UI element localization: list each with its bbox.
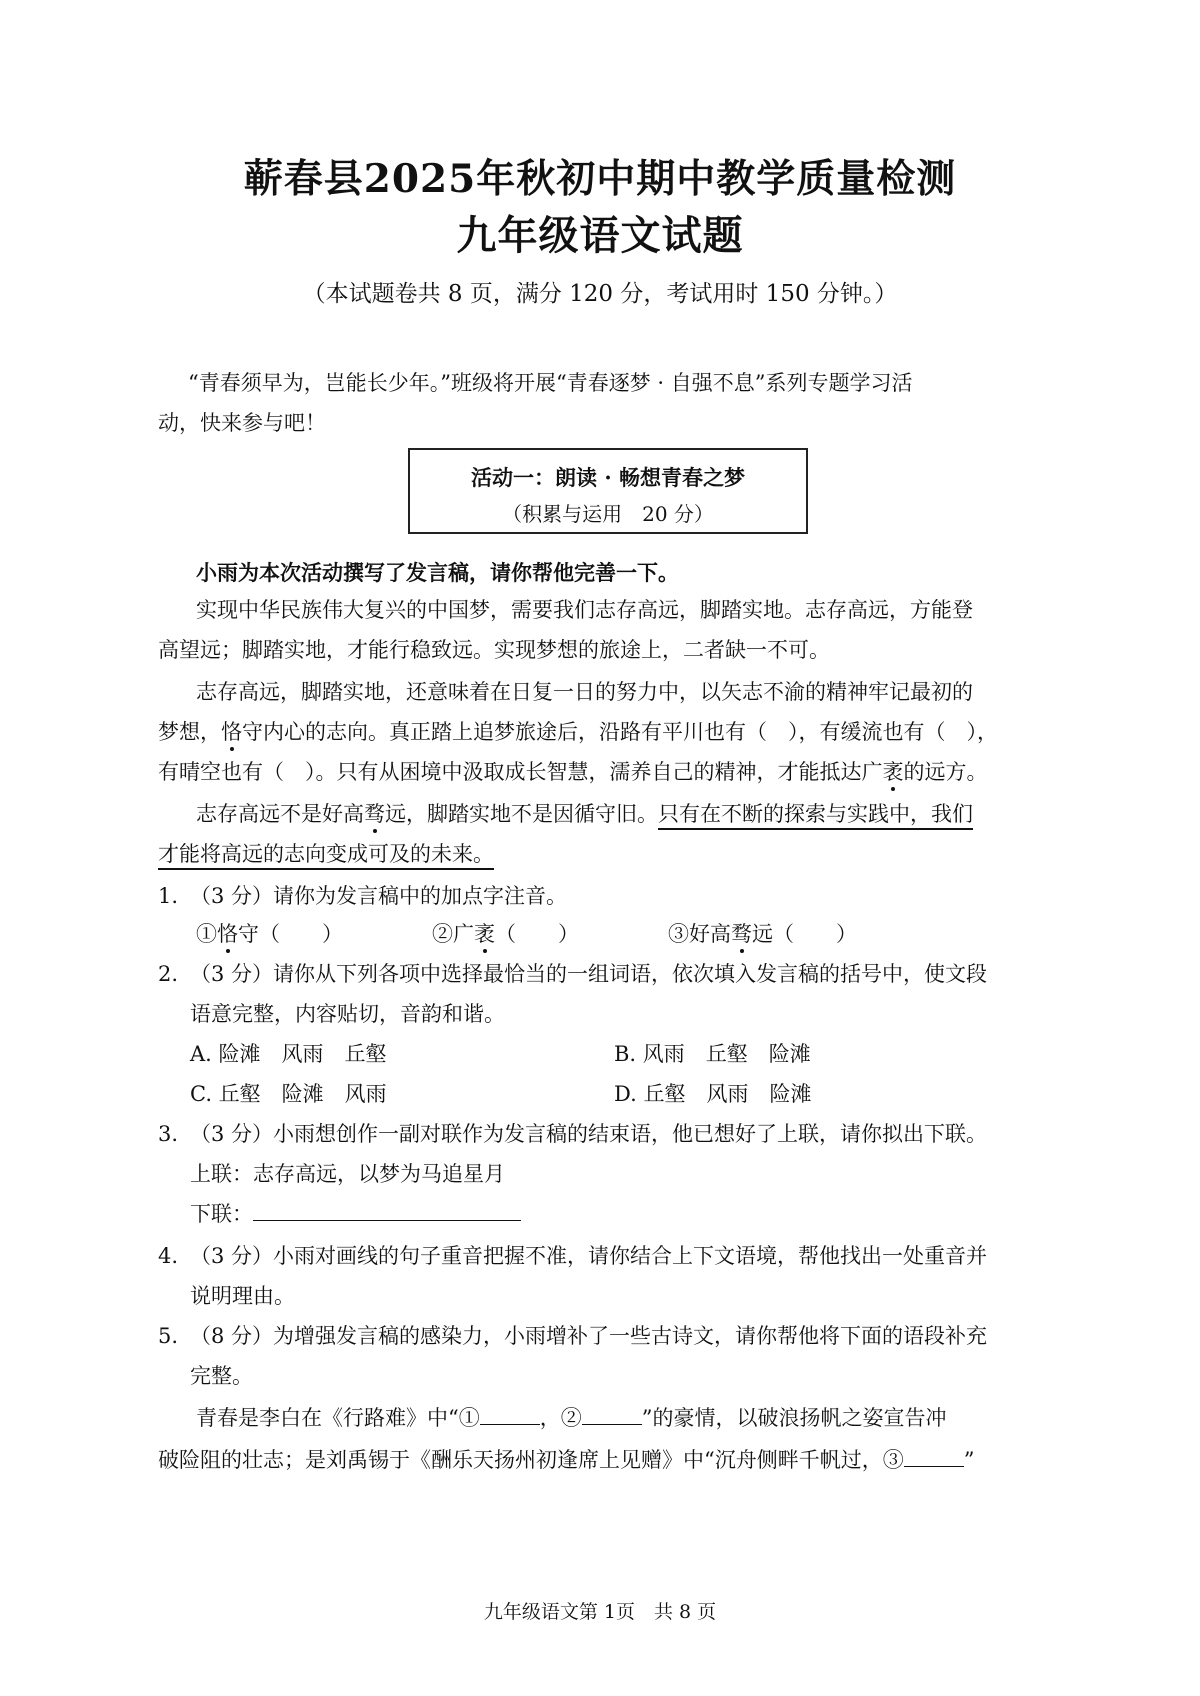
question-1 [158, 880, 567, 910]
dotted-char: 骛 [364, 802, 385, 826]
question-number: 1. [158, 884, 179, 908]
page-footer: 九年级语文第 1页 共 8 页 [483, 1601, 717, 1623]
answer-item-text: ②广 [432, 922, 474, 946]
question-4-cont: 说明理由。 [190, 1284, 295, 1308]
q1-item-3 [668, 918, 857, 948]
answer-blank-3[interactable] [904, 1448, 964, 1467]
question-2 [158, 958, 987, 988]
passage-text: 破险阻的壮志；是刘禹锡于《酬乐天扬州初逢席上见赠》中“沉舟侧畔千帆过，③ [158, 1448, 904, 1472]
dotted-char: 恪 [221, 720, 242, 744]
speech-text: 志存高远不是好高 [196, 802, 364, 826]
question-text: （3 分）请你从下列各项中选择最恰当的一组词语，依次填入发言稿的括号中，使文段 [190, 962, 988, 986]
q1-item-2 [432, 918, 579, 948]
speech-p2-line1: 志存高远，脚踏实地，还意味着在日复一日的努力中，以矢志不渝的精神牢记最初的 [196, 680, 973, 704]
question-4 [158, 1240, 987, 1270]
speech-text: 守内心的志向。真正踏上追梦旅途后，沿路有平川也有（ ），有缓流也有（ ）， [242, 720, 998, 744]
option-b: B. 风雨 丘壑 险滩 [614, 1042, 811, 1066]
question-text: （3 分）小雨对画线的句子重音把握不准，请你结合上下文语境，帮他找出一处重音并 [190, 1244, 988, 1268]
activity-subtitle: （积累与运用 20 分） [502, 502, 714, 526]
speech-p3-line1 [196, 798, 973, 828]
question-number: 4. [158, 1244, 179, 1268]
passage-text: ” [963, 1448, 975, 1472]
speech-text: 梦想， [158, 720, 221, 744]
answer-item-text: ① [196, 922, 217, 946]
couplet-upper: 上联：志存高远，以梦为马追星月 [190, 1162, 505, 1186]
speech-p3-line2 [158, 838, 494, 868]
q5-passage-line2 [158, 1444, 974, 1474]
passage-text: 青春是李白在《行路难》中“① [196, 1406, 480, 1430]
question-5-cont: 完整。 [190, 1364, 253, 1388]
speech-p1-line2: 高望远；脚踏实地，才能行稳致远。实现梦想的旅途上，二者缺一不可。 [158, 638, 830, 662]
couplet-lower-label: 下联： [190, 1202, 253, 1226]
speech-text: 远，脚踏实地不是因循守旧。 [385, 802, 658, 826]
speech-p1-line1: 实现中华民族伟大复兴的中国梦，需要我们志存高远，脚踏实地。志存高远，方能登 [196, 598, 973, 622]
question-5 [158, 1320, 987, 1350]
option-d: D. 丘壑 风雨 险滩 [614, 1082, 812, 1106]
exam-subtitle: 九年级语文试题 [456, 212, 744, 259]
question-number: 3. [158, 1122, 179, 1146]
question-text: （3 分）请你为发言稿中的加点字注音。 [190, 884, 568, 908]
couplet-lower [190, 1198, 521, 1228]
dotted-char: 骛 [731, 922, 752, 946]
question-number: 5. [158, 1324, 179, 1348]
answer-item-text: 守（ ） [238, 922, 343, 946]
speech-lead: 小雨为本次活动撰写了发言稿，请你帮他完善一下。 [196, 560, 679, 585]
speech-p2-line3 [158, 756, 988, 786]
question-3 [158, 1118, 987, 1148]
intro-line2: 动，快来参与吧！ [158, 411, 326, 435]
answer-item-text: ③好高 [668, 922, 731, 946]
dotted-char: 恪 [217, 922, 238, 946]
option-c: C. 丘壑 险滩 风雨 [190, 1082, 387, 1106]
exam-title: 蕲春县2025年秋初中期中教学质量检测 [243, 156, 957, 202]
intro-line1: “青春须早为，岂能长少年。”班级将开展“青春逐梦 · 自强不息”系列专题学习活 [188, 371, 913, 395]
q1-item-1 [196, 918, 343, 948]
answer-item-text: （ ） [495, 922, 579, 946]
activity-box [408, 448, 808, 534]
speech-text: 的远方。 [903, 760, 988, 784]
q5-passage-line1 [196, 1402, 947, 1432]
underlined-sentence: 才能将高远的志向变成可及的未来。 [158, 842, 494, 870]
exam-note: （本试题卷共 8 页，满分 120 分，考试用时 150 分钟。） [302, 281, 898, 307]
underlined-sentence: 只有在不断的探索与实践中，我们 [658, 802, 973, 830]
dotted-char: 袤 [474, 922, 495, 946]
answer-blank-1[interactable] [480, 1406, 540, 1425]
speech-text: 有晴空也有（ ）。只有从困境中汲取成长智慧，濡养自己的精神，才能抵达广 [158, 760, 883, 784]
passage-text: ，② [539, 1406, 582, 1430]
dotted-char: 袤 [882, 760, 904, 784]
passage-text: ”的豪情，以破浪扬帆之姿宣告冲 [641, 1406, 947, 1430]
answer-blank[interactable] [253, 1202, 521, 1221]
option-a: A. 险滩 风雨 丘壑 [190, 1042, 387, 1066]
question-text: （3 分）小雨想创作一副对联作为发言稿的结束语，他已想好了上联，请你拟出下联。 [190, 1122, 988, 1146]
activity-title: 活动一：朗读 · 畅想青春之梦 [471, 465, 745, 490]
answer-item-text: 远（ ） [752, 922, 857, 946]
speech-p2-line2 [158, 716, 998, 746]
question-text: （8 分）为增强发言稿的感染力，小雨增补了一些古诗文，请你帮他将下面的语段补充 [190, 1324, 988, 1348]
answer-blank-2[interactable] [582, 1406, 642, 1425]
question-2-cont: 语意完整，内容贴切，音韵和谐。 [190, 1002, 505, 1026]
question-number: 2. [158, 962, 179, 986]
